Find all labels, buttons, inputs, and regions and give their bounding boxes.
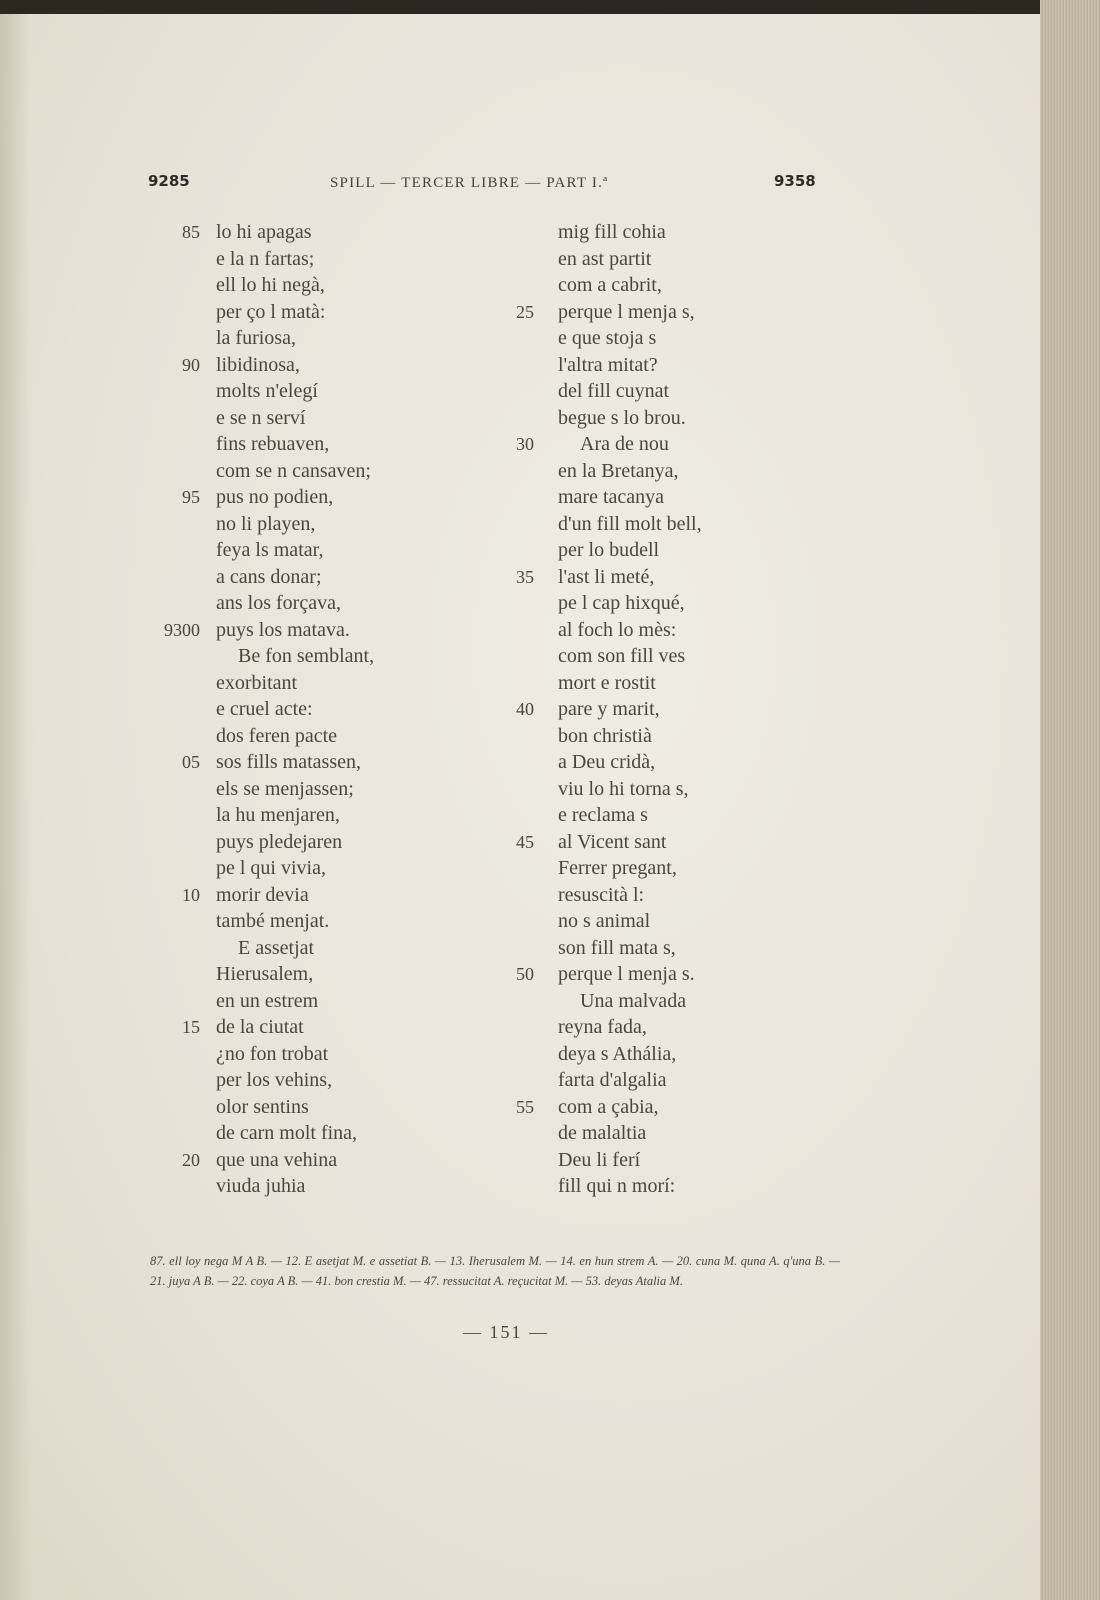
verse-text: molts n'elegí [216, 380, 318, 402]
line-number: 25 [516, 301, 534, 322]
verse-line [558, 272, 702, 299]
verse-text: per los vehins, [216, 1069, 333, 1091]
line-number: 55 [516, 1096, 534, 1117]
verse-text: mare tacanya [558, 486, 665, 508]
verse-text: E assetjat [238, 936, 315, 959]
verse-text: puys pledejaren [216, 830, 343, 853]
verse-line [182, 749, 374, 776]
verse-text: mig fill cohia [558, 221, 666, 243]
line-number: 95 [182, 487, 200, 507]
verse-line [216, 378, 374, 405]
verse-text: exorbitant [216, 671, 298, 694]
verse-line [216, 458, 374, 485]
verse-text: la hu menjaren, [216, 804, 340, 826]
verse-text: la furiosa, [216, 327, 296, 349]
verse-line [516, 961, 702, 988]
verse-text: perque l menja s, [558, 300, 695, 323]
verse-line [558, 723, 702, 750]
line-number: 45 [516, 831, 534, 852]
verse-line [216, 670, 374, 697]
verse-text: libidinosa, [216, 353, 300, 376]
verse-line [558, 1173, 702, 1200]
verse-text: Ara de nou [580, 433, 669, 455]
verse-text: begue s lo brou. [558, 406, 686, 429]
verse-line [216, 908, 374, 935]
verse-line [216, 405, 374, 432]
verse-line [182, 484, 374, 511]
verse-text: e la n fartas; [216, 247, 315, 270]
verse-line [216, 988, 374, 1015]
line-number: 20 [182, 1149, 200, 1170]
verse-line [216, 802, 374, 829]
verse-text: l'altra mitat? [558, 353, 658, 376]
verse-line [558, 988, 702, 1015]
verse-text: al foch lo mès: [558, 618, 677, 641]
verse-line [558, 352, 702, 379]
verse-line [216, 855, 374, 882]
verse-text: a Deu cridà, [558, 751, 656, 773]
verse-text: en un estrem [216, 989, 319, 1012]
verse-text: fill qui n morí: [558, 1175, 676, 1197]
verse-text: reyna fada, [558, 1016, 647, 1038]
verse-text: d'un fill molt bell, [558, 512, 702, 535]
verse-text: com a cabrit, [558, 274, 662, 296]
verse-line [558, 537, 702, 564]
verse-text: olor sentins [216, 1095, 309, 1118]
verse-line [216, 1120, 374, 1147]
verse-text: de carn molt fina, [216, 1122, 358, 1144]
verse-line [558, 1147, 702, 1174]
verse-line [216, 1067, 374, 1094]
verse-line [216, 776, 374, 803]
verse-line [558, 908, 702, 935]
verse-text: Deu li ferí [558, 1148, 641, 1171]
page-number: — 151 — [463, 1322, 549, 1342]
verse-text: Be fon semblant, [238, 645, 375, 667]
verse-line [558, 749, 702, 776]
verse-text: com se n cansaven; [216, 459, 371, 482]
line-number: 30 [516, 434, 534, 454]
line-number: 15 [182, 1017, 200, 1037]
verse-text: mort e rostit [558, 671, 656, 694]
verse-line [516, 431, 702, 458]
verse-line [558, 378, 702, 405]
verse-text: del fill cuynat [558, 380, 670, 402]
verse-line [558, 246, 702, 273]
footnotes: 87. ell loy nega M A B. — 12. E asetjat M. e assetiat B. — 13. Iherusalem M. — 14. en hun strem A. — 20. cuna M. quna A. q'una B. — 21. juya A B. — 22. coya A B. — 41. bon crestia M. — 47. ressucitat A. reçucitat M. — 53. deyas Atalia M. [150, 1254, 840, 1288]
verse-line [216, 325, 374, 352]
header-right-number: 9358 [774, 172, 816, 190]
verse-text: que una vehina [216, 1148, 338, 1171]
verse-text: Una malvada [580, 989, 687, 1012]
verse-line [558, 1067, 702, 1094]
book-page [0, 14, 1040, 1600]
running-head: SPILL — TERCER LIBRE — PART I.ª [330, 175, 609, 191]
verse-text: també menjat. [216, 910, 330, 932]
verse-text: feya ls matar, [216, 539, 324, 561]
line-number: 90 [182, 354, 200, 375]
verse-line [216, 299, 374, 326]
verse-text: de la ciutat [216, 1016, 304, 1038]
verse-line [182, 219, 374, 246]
line-number: 9300 [164, 619, 200, 640]
verse-line [216, 829, 374, 856]
verse-text: viuda juhia [216, 1175, 306, 1197]
verse-text: lo hi apagas [216, 221, 312, 243]
verse-text: Hierusalem, [216, 963, 314, 985]
verse-text: al Vicent sant [558, 830, 667, 853]
verse-line [216, 1041, 374, 1068]
verse-text: e cruel acte: [216, 698, 313, 720]
verse-line [216, 696, 374, 723]
book-page-edges [1040, 0, 1100, 1600]
verse-line [182, 1147, 374, 1174]
verse-line [216, 511, 374, 538]
verse-text: son fill mata s, [558, 936, 676, 959]
verse-text: e se n serví [216, 406, 306, 429]
verse-line [558, 1120, 702, 1147]
verse-text: perque l menja s. [558, 963, 695, 985]
verse-text: pare y marit, [558, 698, 660, 720]
verse-line [558, 219, 702, 246]
verse-line [516, 564, 702, 591]
verse-text: viu lo hi torna s, [558, 777, 689, 800]
verse-line [558, 643, 702, 670]
verse-text: no s animal [558, 910, 651, 932]
verse-line [216, 272, 374, 299]
verse-line [516, 299, 702, 326]
verse-text: deya s Athália, [558, 1042, 677, 1065]
verse-line [216, 935, 374, 962]
verse-line [182, 1014, 374, 1041]
verse-text: en ast partit [558, 247, 652, 270]
line-number: 35 [516, 566, 534, 587]
verse-text: per ço l matà: [216, 300, 326, 323]
verse-line [516, 829, 702, 856]
verse-line [516, 1094, 702, 1121]
verse-line [558, 325, 702, 352]
verse-line [216, 723, 374, 750]
line-number: 85 [182, 222, 200, 242]
scan-top-border [0, 0, 1100, 14]
header-left-number: 9285 [148, 172, 190, 190]
verse-text: a cans donar; [216, 565, 322, 588]
verse-text: com son fill ves [558, 645, 686, 667]
verse-text: bon christià [558, 724, 652, 747]
verse-text: Ferrer pregant, [558, 857, 677, 879]
verse-text: pe l cap hixqué, [558, 592, 685, 614]
verse-line [216, 1173, 374, 1200]
line-number: 05 [182, 752, 200, 772]
verse-line [216, 246, 374, 273]
verse-text: de malaltia [558, 1122, 647, 1144]
verse-text: morir devia [216, 883, 309, 906]
verse-text: pus no podien, [216, 486, 334, 508]
verse-text: ell lo hi negà, [216, 274, 325, 296]
verse-text: pe l qui vivia, [216, 857, 326, 879]
verse-line [558, 882, 702, 909]
line-number: 40 [516, 699, 534, 719]
verse-line [182, 882, 374, 909]
right-verse-column [516, 219, 702, 1200]
verse-line [216, 564, 374, 591]
verse-line [182, 352, 374, 379]
left-verse-column [164, 219, 375, 1200]
verse-line [558, 1041, 702, 1068]
line-number: 50 [516, 964, 534, 984]
verse-text: e reclama s [558, 804, 648, 826]
verse-text: els se menjassen; [216, 777, 354, 800]
line-number: 10 [182, 884, 200, 905]
verse-line [558, 484, 702, 511]
verse-line [216, 537, 374, 564]
verse-line [216, 1094, 374, 1121]
page-gutter-shade [0, 14, 30, 1600]
verse-text: dos feren pacte [216, 724, 338, 747]
verse-text: l'ast li meté, [558, 565, 655, 588]
verse-line [558, 776, 702, 803]
verse-text: e que stoja s [558, 327, 657, 349]
verse-line [516, 696, 702, 723]
verse-line [558, 855, 702, 882]
verse-line [558, 590, 702, 617]
verse-text: no li playen, [216, 512, 316, 535]
verse-line [216, 961, 374, 988]
verse-text: resuscità l: [558, 883, 645, 906]
verse-text: sos fills matassen, [216, 751, 361, 773]
verse-text: puys los matava. [216, 618, 350, 641]
verse-text: ¿no fon trobat [216, 1042, 329, 1065]
verse-text: en la Bretanya, [558, 459, 679, 482]
verse-line [558, 935, 702, 962]
verse-line [558, 511, 702, 538]
verse-line [558, 458, 702, 485]
verse-line [216, 590, 374, 617]
verse-text: ans los forçava, [216, 592, 341, 614]
verse-text: fins rebuaven, [216, 433, 330, 455]
verse-line [558, 670, 702, 697]
verse-line [558, 802, 702, 829]
verse-text: farta d'algalia [558, 1069, 667, 1091]
verse-line [216, 643, 374, 670]
verse-text: per lo budell [558, 539, 660, 561]
verse-line [164, 617, 374, 644]
verse-line [558, 405, 702, 432]
verse-line [216, 431, 374, 458]
verse-line [558, 617, 702, 644]
verse-line [558, 1014, 702, 1041]
verse-text: com a çabia, [558, 1095, 659, 1118]
